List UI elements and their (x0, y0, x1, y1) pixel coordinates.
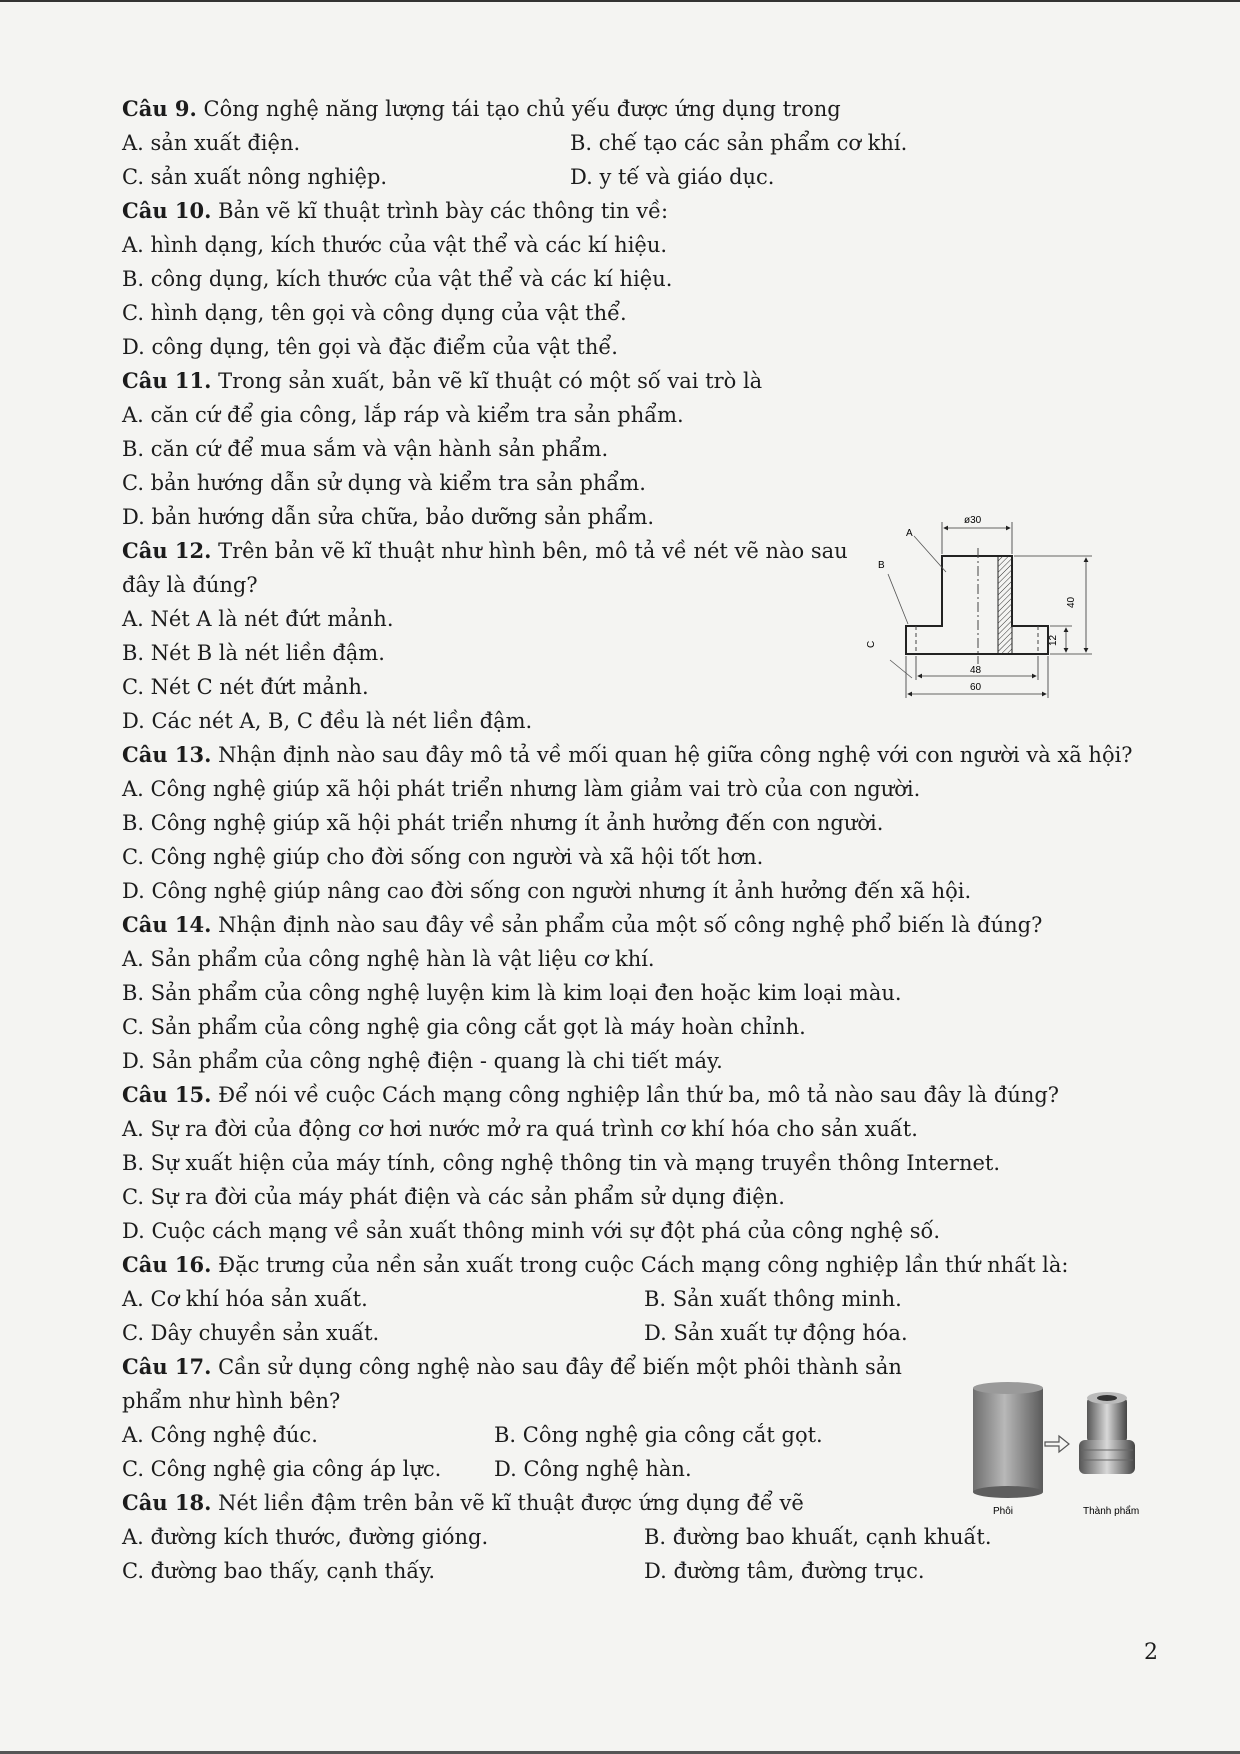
dim-60-label: 60 (970, 682, 982, 693)
answer-c: C. Dây chuyền sản xuất. (122, 1321, 380, 1345)
question-text: Trong sản xuất, bản vẽ kĩ thuật có một số vai trò là (211, 369, 763, 393)
question-text: Để nói về cuộc Cách mạng công nghiệp lần thứ ba, mô tả nào sau đây là đúng? (211, 1083, 1060, 1107)
leader-line-a (914, 536, 946, 572)
arrow-right-icon (1045, 1436, 1069, 1452)
part-outline (906, 556, 1048, 654)
question-number: Câu 11. (122, 368, 212, 393)
answer-c: C. Sự ra đời của máy phát điện và các sản phẩm sử dụng điện. (122, 1185, 785, 1209)
answer-c: C. bản hướng dẫn sử dụng và kiểm tra sản phẩm. (122, 471, 646, 495)
label-c: C (866, 640, 877, 648)
answer-c: C. đường bao thấy, cạnh thấy. (122, 1559, 436, 1583)
answer-b: B. Công nghệ gia công cắt gọt. (494, 1423, 823, 1447)
question-16 (122, 1248, 1122, 1282)
question-11 (122, 364, 1122, 398)
label-b: B (878, 560, 885, 571)
answer-b: B. Sự xuất hiện của máy tính, công nghệ thông tin và mạng truyền thông Internet. (122, 1151, 1001, 1175)
answer-row (122, 1520, 1122, 1554)
dim-base-label: 12 (1048, 634, 1059, 646)
answer-row (122, 160, 1122, 194)
question-number: Câu 15. (122, 1082, 212, 1107)
answer-d: D. Sản phẩm của công nghệ điện - quang là chi tiết máy. (122, 1049, 723, 1073)
question-number: Câu 16. (122, 1252, 212, 1277)
question-13 (122, 738, 1133, 772)
dim-48-label: 48 (970, 665, 982, 676)
answer-a: A. hình dạng, kích thước của vật thể và các kí hiệu. (122, 233, 668, 257)
dim-height-label: 40 (1066, 596, 1077, 608)
answer-d: D. Sản xuất tự động hóa. (644, 1321, 908, 1345)
question-number: Câu 13. (122, 742, 212, 767)
question-17 (122, 1350, 942, 1418)
question-number: Câu 10. (122, 198, 212, 223)
question-text: Nhận định nào sau đây mô tả về mối quan hệ giữa công nghệ với con người và xã hội? (211, 743, 1133, 767)
question-text: Nhận định nào sau đây về sản phẩm của một số công nghệ phổ biến là đúng? (211, 913, 1043, 937)
product-fitting (1079, 1392, 1135, 1474)
answer-b: B. Công nghệ giúp xã hội phát triển nhưng ít ảnh hưởng đến con người. (122, 811, 884, 835)
label-product: Thành phẩm (1083, 1506, 1140, 1517)
answer-row (122, 1554, 1122, 1588)
question-text: Công nghệ năng lượng tái tạo chủ yếu được ứng dụng trong (196, 97, 841, 121)
answer-c: C. hình dạng, tên gọi và công dụng của vật thể. (122, 301, 627, 325)
answer-b: B. chế tạo các sản phẩm cơ khí. (570, 131, 908, 155)
answer-row (122, 1316, 1122, 1350)
answer-row (122, 1282, 1122, 1316)
answer-c: C. sản xuất nông nghiệp. (122, 165, 388, 189)
answer-a: A. sản xuất điện. (122, 131, 301, 155)
question-15 (122, 1078, 1122, 1112)
answer-b: B. căn cứ để mua sắm và vận hành sản phẩm. (122, 437, 609, 461)
label-blank: Phôi (993, 1506, 1014, 1517)
answer-d: D. Công nghệ giúp nâng cao đời sống con người nhưng ít ảnh hưởng đến xã hội. (122, 879, 972, 903)
question-12 (122, 534, 862, 602)
answer-c: C. Công nghệ gia công áp lực. (122, 1457, 442, 1481)
answer-d: D. Các nét A, B, C đều là nét liền đậm. (122, 709, 533, 733)
answer-d: D. y tế và giáo dục. (570, 165, 775, 189)
answer-d: D. Cuộc cách mạng về sản xuất thông minh với sự đột phá của công nghệ số. (122, 1219, 941, 1243)
answer-a: A. Sự ra đời của động cơ hơi nước mở ra quá trình cơ khí hóa cho sản xuất. (122, 1117, 918, 1141)
question-text: Cần sử dụng công nghệ nào sau đây để biến một phôi thành sản phẩm như hình bên? (122, 1355, 902, 1413)
questions-content (122, 92, 1133, 1588)
question-number: Câu 9. (122, 96, 197, 121)
answer-a: A. Sản phẩm của công nghệ hàn là vật liệu cơ khí. (122, 947, 655, 971)
label-a: A (906, 528, 913, 539)
hatched-section (998, 556, 1012, 654)
question-text: Trên bản vẽ kĩ thuật như hình bên, mô tả về nét vẽ nào sau đây là đúng? (122, 539, 848, 597)
question-text: Nét liền đậm trên bản vẽ kĩ thuật được ứng dụng để vẽ (211, 1491, 804, 1515)
blank-cylinder (973, 1382, 1043, 1498)
answer-d: D. bản hướng dẫn sửa chữa, bảo dưỡng sản phẩm. (122, 505, 655, 529)
dim-diameter-label: ø30 (964, 515, 982, 526)
answer-a: A. Cơ khí hóa sản xuất. (122, 1287, 368, 1311)
answer-b: B. Sản phẩm của công nghệ luyện kim là kim loại đen hoặc kim loại màu. (122, 981, 902, 1005)
top-edge-rule (0, 0, 1240, 2)
answer-d: D. đường tâm, đường trục. (644, 1559, 925, 1583)
question-text: Bản vẽ kĩ thuật trình bày các thông tin về: (211, 199, 669, 223)
answer-b: B. Sản xuất thông minh. (644, 1287, 902, 1311)
question-number: Câu 12. (122, 538, 212, 563)
page-number: 2 (1144, 1640, 1158, 1665)
answer-a: A. căn cứ để gia công, lắp ráp và kiểm tra sản phẩm. (122, 403, 684, 427)
answer-a: A. đường kích thước, đường gióng. (122, 1525, 489, 1549)
answer-b: B. Nét B là nét liền đậm. (122, 641, 385, 665)
answer-d: D. công dụng, tên gọi và đặc điểm của vật thể. (122, 335, 618, 359)
answer-row (122, 126, 1122, 160)
answer-c: C. Sản phẩm của công nghệ gia công cắt gọt là máy hoàn chỉnh. (122, 1015, 806, 1039)
leader-line-c (890, 660, 912, 678)
answer-a: A. Công nghệ giúp xã hội phát triển nhưng làm giảm vai trò của con người. (122, 777, 921, 801)
blank-to-product-figure (965, 1378, 1155, 1518)
question-text: Đặc trưng của nền sản xuất trong cuộc Cách mạng công nghiệp lần thứ nhất là: (211, 1253, 1069, 1277)
question-14 (122, 908, 1122, 942)
answer-a: A. Nét A là nét đứt mảnh. (122, 607, 394, 631)
question-number: Câu 18. (122, 1490, 212, 1515)
answer-b: B. công dụng, kích thước của vật thể và các kí hiệu. (122, 267, 673, 291)
question-10 (122, 194, 1122, 228)
answer-a: A. Công nghệ đúc. (122, 1423, 318, 1447)
answer-c: C. Nét C nét đứt mảnh. (122, 675, 369, 699)
question-9 (122, 92, 1122, 126)
technical-drawing-figure (860, 512, 1100, 710)
answer-b: B. đường bao khuất, cạnh khuất. (644, 1525, 992, 1549)
question-number: Câu 17. (122, 1354, 212, 1379)
question-number: Câu 14. (122, 912, 212, 937)
answer-c: C. Công nghệ giúp cho đời sống con người và xã hội tốt hơn. (122, 845, 764, 869)
leader-line-b (888, 574, 908, 624)
answer-d: D. Công nghệ hàn. (494, 1457, 692, 1481)
